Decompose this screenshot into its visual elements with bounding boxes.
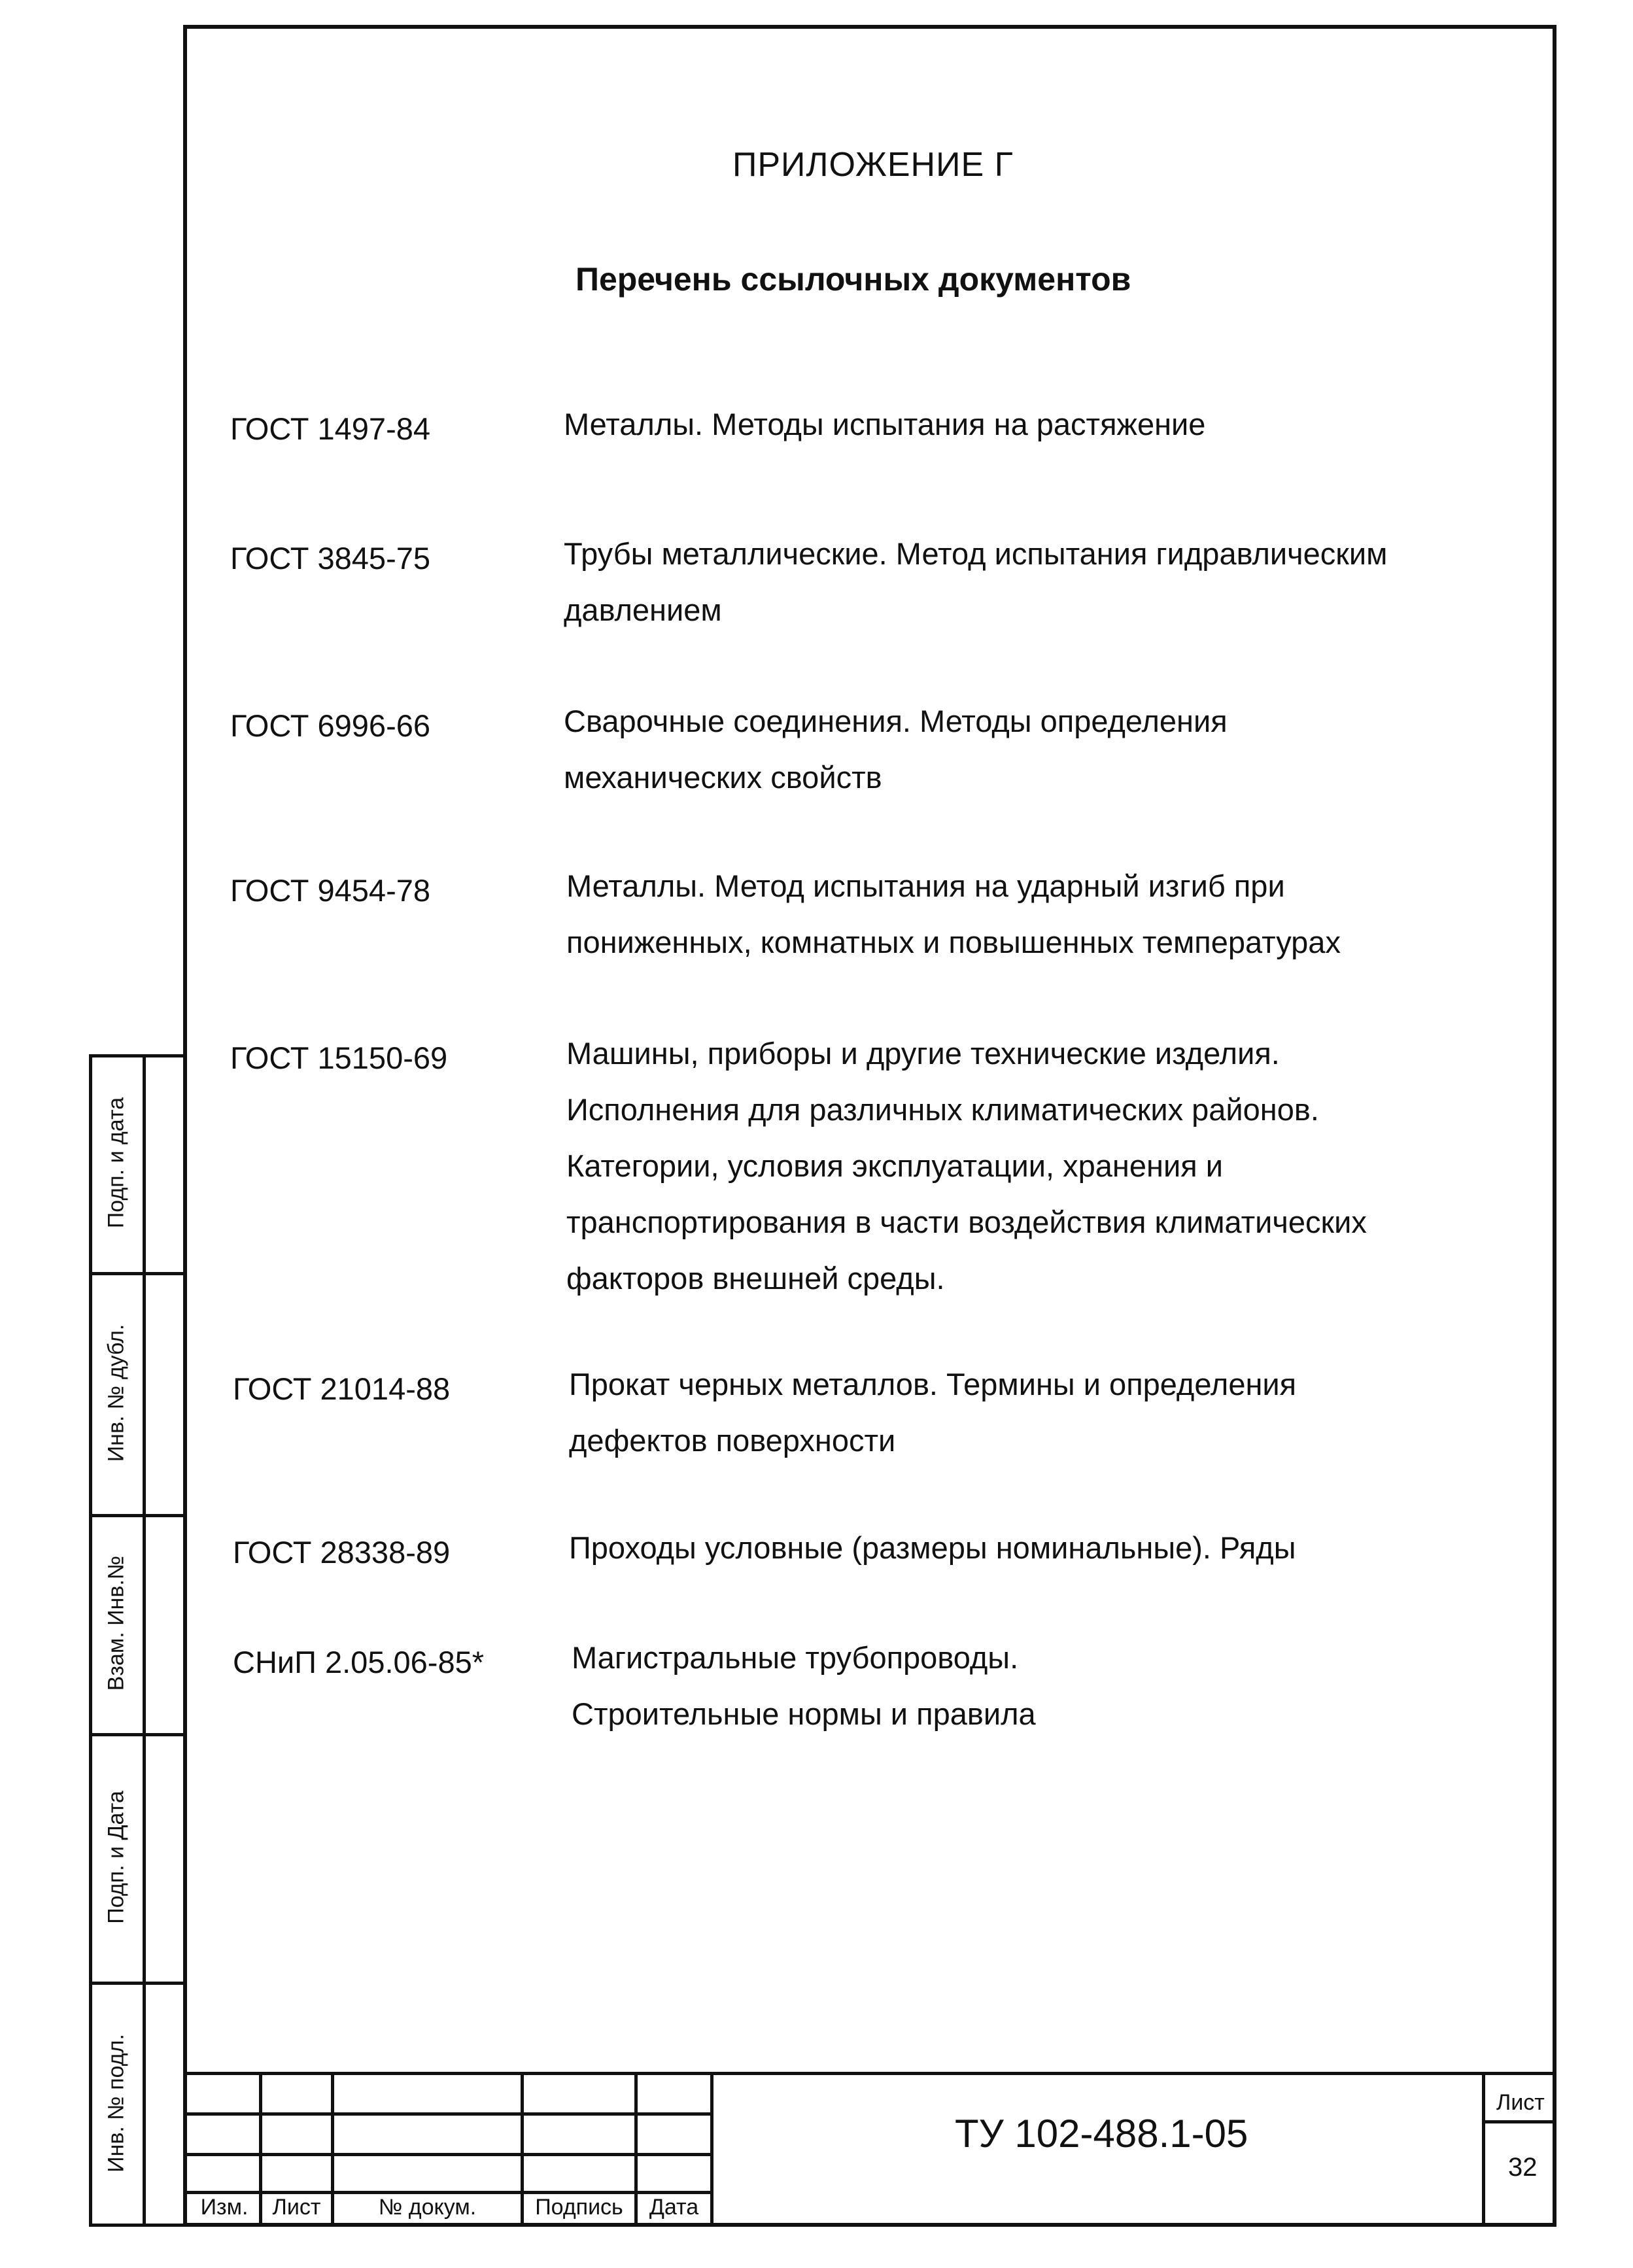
appendix-title: ПРИЛОЖЕНИЕ Г — [732, 146, 1014, 184]
stamp-label-original-inventory: Инв. № подл. — [103, 2034, 129, 2173]
stamp-divider — [143, 1054, 146, 2227]
document-code: ТУ 102-488.1-05 — [955, 2112, 1248, 2156]
title-block-top-line — [187, 2072, 1553, 2075]
col-caption-sheet: Лист — [272, 2195, 321, 2220]
title-block-col-line — [1482, 2072, 1485, 2227]
stamp-label-signature-date: Подп. и дата — [103, 1097, 129, 1229]
stamp-label-signature-date-2: Подп. и Дата — [103, 1791, 129, 1924]
reference-description: Металлы. Метод испытания на ударный изгиб при пониженных, комнатных и повышенных температурах — [566, 868, 1341, 959]
title-block-col-line — [710, 2072, 713, 2227]
sheet-number: 32 — [1508, 2153, 1538, 2182]
reference-description: Проходы условные (размеры номинальные). Ряды — [569, 1530, 1296, 1565]
stamp-divider — [89, 1272, 187, 1275]
sheet-cell-line — [1483, 2120, 1553, 2123]
col-caption-date: Дата — [649, 2195, 699, 2220]
reference-code: ГОСТ 21014-88 — [233, 1371, 451, 1406]
reference-description: Машины, приборы и другие технические изделия. Исполнения для различных климатических районов. Категории, условия эксплуатации, хранения и транспортирования в части воздействия климатических факторов внешней среды. — [566, 1036, 1367, 1296]
stamp-label-replaced-inventory: Взам. Инв.№ — [103, 1555, 129, 1691]
sheet-caption: Лист — [1496, 2090, 1545, 2115]
stamp-divider — [89, 1733, 187, 1736]
reference-description: Магистральные трубопроводы. Строительные нормы и правила — [572, 1640, 1036, 1731]
stamp-divider — [89, 1982, 187, 1985]
list-title: Перечень ссылочных документов — [576, 261, 1131, 298]
reference-code: ГОСТ 28338-89 — [233, 1535, 451, 1570]
reference-code: ГОСТ 15150-69 — [230, 1040, 448, 1075]
stamp-label-duplicate-inventory: Инв. № дубл. — [103, 1324, 129, 1462]
reference-description: Прокат черных металлов. Термины и определения дефектов поверхности — [569, 1367, 1297, 1458]
reference-code: ГОСТ 6996-66 — [230, 708, 431, 743]
reference-code: ГОСТ 3845-75 — [230, 541, 431, 576]
col-caption-change: Изм. — [200, 2195, 249, 2220]
reference-description: Трубы металлические. Метод испытания гидравлическим давлением — [564, 536, 1388, 627]
col-caption-signature: Подпись — [535, 2195, 623, 2220]
reference-code: ГОСТ 9454-78 — [230, 873, 431, 908]
stamp-divider — [89, 1514, 187, 1517]
reference-description: Сварочные соединения. Методы определения механических свойств — [564, 704, 1228, 795]
reference-code: ГОСТ 1497-84 — [230, 411, 431, 446]
reference-code: СНиП 2.05.06-85* — [233, 1645, 485, 1679]
col-caption-document-number: № докум. — [378, 2195, 477, 2220]
reference-description: Металлы. Методы испытания на растяжение — [564, 407, 1206, 441]
